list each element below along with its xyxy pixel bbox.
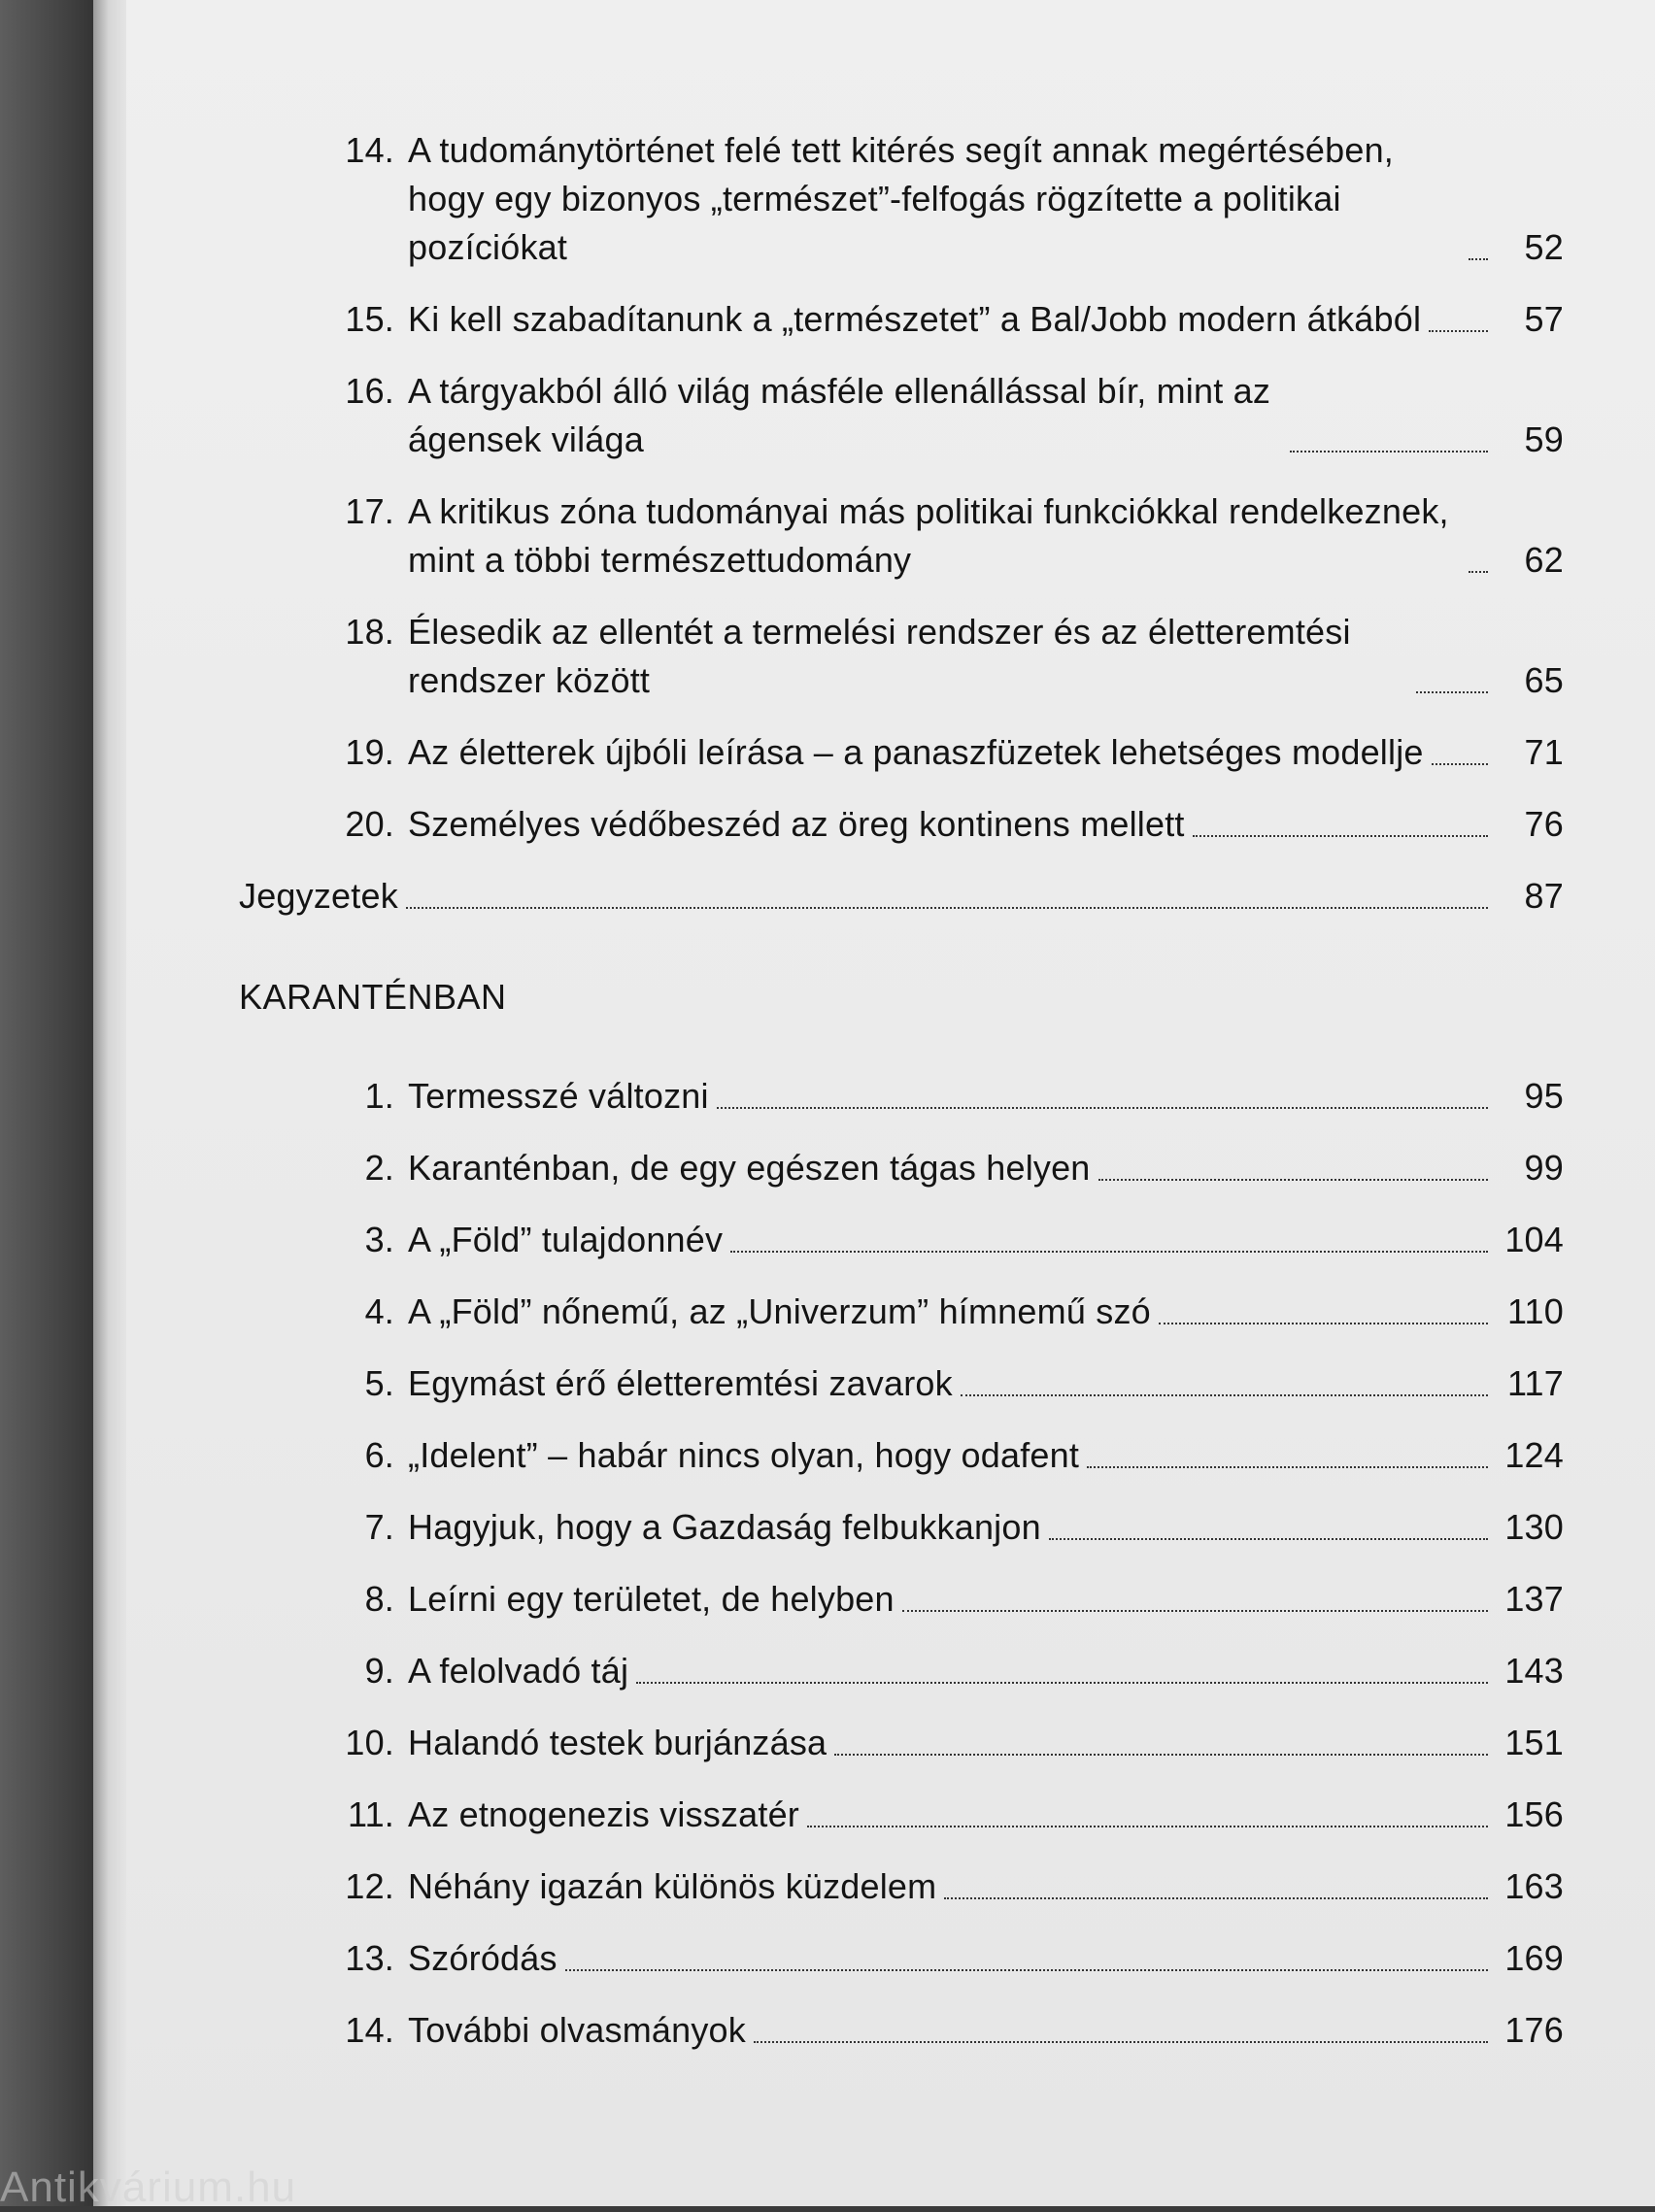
- entry-title: Jegyzetek: [239, 876, 398, 916]
- entry-number: 2.: [364, 1148, 394, 1188]
- entry-page: 76: [1524, 804, 1564, 844]
- toc-entry: [321, 126, 1564, 272]
- dot-leader: [961, 1394, 1488, 1396]
- toc-entry: [321, 1288, 1564, 1336]
- dot-leader: [1469, 571, 1488, 573]
- entry-page: 137: [1504, 1579, 1564, 1619]
- entry-title: További olvasmányok: [408, 2010, 746, 2050]
- entry-number: 14.: [345, 130, 394, 170]
- entry-page: 104: [1504, 1220, 1564, 1259]
- entry-page: 95: [1524, 1076, 1564, 1116]
- toc-entry: [321, 1791, 1564, 1839]
- dot-leader: [1429, 330, 1488, 332]
- dot-leader: [1159, 1323, 1488, 1324]
- entry-title: Az életterek újbóli leírása – a panaszfüzetek lehetséges modellje: [408, 732, 1424, 772]
- dot-leader: [834, 1754, 1488, 1756]
- toc-entry-notes: [233, 872, 1564, 921]
- entry-number: 15.: [345, 299, 394, 339]
- toc-entry: [321, 1862, 1564, 1911]
- entry-number: 14.: [345, 2010, 394, 2050]
- entry-number: 10.: [345, 1723, 394, 1762]
- entry-number: 18.: [345, 612, 394, 652]
- entry-title: Élesedik az ellentét a termelési rendszer és az életteremtési rendszer között: [408, 612, 1351, 700]
- entry-title: A felolvadó táj: [408, 1651, 629, 1691]
- entry-title: Az etnogenezis visszatér: [408, 1794, 799, 1834]
- dot-leader: [754, 2041, 1488, 2043]
- toc-entry: [321, 1216, 1564, 1264]
- entry-title: Karanténban, de egy egészen tágas helyen: [408, 1148, 1091, 1188]
- entry-title: A „Föld” tulajdonnév: [408, 1220, 724, 1259]
- entry-title: Személyes védőbeszéd az öreg kontinens mellett: [408, 804, 1185, 844]
- dot-leader: [1432, 763, 1488, 765]
- entry-number: 17.: [345, 491, 394, 531]
- entry-page: 169: [1504, 1938, 1564, 1978]
- entry-page: 62: [1524, 540, 1564, 580]
- toc-entry: [321, 2006, 1564, 2055]
- section-heading: KARANTÉNBAN: [239, 977, 507, 1017]
- table-of-contents: [239, 126, 1564, 2055]
- toc-entry: [321, 728, 1564, 777]
- toc-entry: [321, 800, 1564, 849]
- dot-leader: [1087, 1466, 1488, 1468]
- dot-leader: [1193, 835, 1488, 837]
- entry-page: 110: [1507, 1291, 1564, 1331]
- toc-entry: [321, 295, 1564, 344]
- entry-title: Leírni egy területet, de helyben: [408, 1579, 895, 1619]
- entry-page: 124: [1504, 1435, 1564, 1475]
- toc-entry: [321, 1503, 1564, 1552]
- toc-entry: [321, 1144, 1564, 1192]
- entry-title: A kritikus zóna tudományai más politikai funkciókkal rendelkeznek, mint a többi természettudomány: [408, 491, 1449, 580]
- entry-title: Halandó testek burjánzása: [408, 1723, 828, 1762]
- entry-number: 19.: [345, 732, 394, 772]
- entry-title: Néhány igazán különös küzdelem: [408, 1866, 937, 1906]
- toc-entry: [321, 1359, 1564, 1408]
- entry-number: 11.: [348, 1794, 394, 1834]
- entry-title: Ki kell szabadítanunk a „természetet” a Bal/Jobb modern átkából: [408, 299, 1422, 339]
- entry-title: Hagyjuk, hogy a Gazdaság felbukkanjon: [408, 1507, 1041, 1547]
- dot-leader: [636, 1682, 1488, 1684]
- entry-title: Egymást érő életteremtési zavarok: [408, 1363, 953, 1403]
- entry-number: 12.: [345, 1866, 394, 1906]
- toc-entry: [321, 1647, 1564, 1695]
- entry-page: 71: [1524, 732, 1564, 772]
- entry-number: 5.: [364, 1363, 394, 1403]
- entry-page: 176: [1504, 2010, 1564, 2050]
- dot-leader: [1098, 1179, 1488, 1181]
- entry-page: 143: [1504, 1651, 1564, 1691]
- toc-entry: [321, 367, 1564, 464]
- entry-page: 52: [1524, 227, 1564, 267]
- entry-title: Szóródás: [408, 1938, 557, 1978]
- entry-page: 65: [1524, 660, 1564, 700]
- toc-entry: [321, 1072, 1564, 1121]
- entry-page: 151: [1504, 1723, 1564, 1762]
- entry-page: 99: [1524, 1148, 1564, 1188]
- entry-page: 117: [1507, 1363, 1564, 1403]
- dot-leader: [1469, 258, 1488, 260]
- toc-entry: [321, 1934, 1564, 1983]
- dot-leader: [944, 1897, 1488, 1899]
- watermark: Antikvárium.hu: [0, 2163, 297, 2211]
- toc-entry: [321, 487, 1564, 585]
- entry-title: A tárgyakból álló világ másféle ellenállással bír, mint az ágensek világa: [408, 371, 1271, 459]
- entry-number: 13.: [345, 1938, 394, 1978]
- toc-entry: [321, 1431, 1564, 1480]
- dot-leader: [1290, 451, 1488, 452]
- entry-number: 1.: [364, 1076, 394, 1116]
- entry-title: A „Föld” nőnemű, az „Univerzum” hímnemű szó: [408, 1291, 1151, 1331]
- entry-number: 8.: [364, 1579, 394, 1619]
- entry-number: 16.: [345, 371, 394, 411]
- entry-page: 59: [1524, 419, 1564, 459]
- toc-entry: [321, 1719, 1564, 1767]
- entry-page: 163: [1504, 1866, 1564, 1906]
- toc-entry: [321, 608, 1564, 705]
- dot-leader: [1416, 691, 1488, 693]
- entry-number: 4.: [364, 1291, 394, 1331]
- book-spine: [0, 0, 107, 2206]
- entry-page: 130: [1504, 1507, 1564, 1547]
- dot-leader: [902, 1610, 1488, 1612]
- dot-leader: [717, 1107, 1488, 1109]
- entry-title: „Idelent” – habár nincs olyan, hogy odafent: [408, 1435, 1080, 1475]
- entry-number: 7.: [364, 1507, 394, 1547]
- entry-page: 156: [1504, 1794, 1564, 1834]
- entry-page: 87: [1524, 876, 1564, 916]
- dot-leader: [807, 1826, 1488, 1827]
- dot-leader: [730, 1251, 1488, 1253]
- entry-number: 6.: [364, 1435, 394, 1475]
- entry-number: 9.: [364, 1651, 394, 1691]
- toc-entry: [321, 1575, 1564, 1624]
- entry-number: 20.: [345, 804, 394, 844]
- dot-leader: [1049, 1538, 1488, 1540]
- entry-title: Termesszé változni: [408, 1076, 709, 1116]
- dot-leader: [565, 1969, 1488, 1971]
- entry-number: 3.: [364, 1220, 394, 1259]
- entry-page: 57: [1524, 299, 1564, 339]
- entry-title: A tudománytörténet felé tett kitérés segít annak megértésében, hogy egy bizonyos „természet”-felfogás rögzítette a politikai pozíciókat: [408, 130, 1395, 267]
- dot-leader: [406, 907, 1488, 909]
